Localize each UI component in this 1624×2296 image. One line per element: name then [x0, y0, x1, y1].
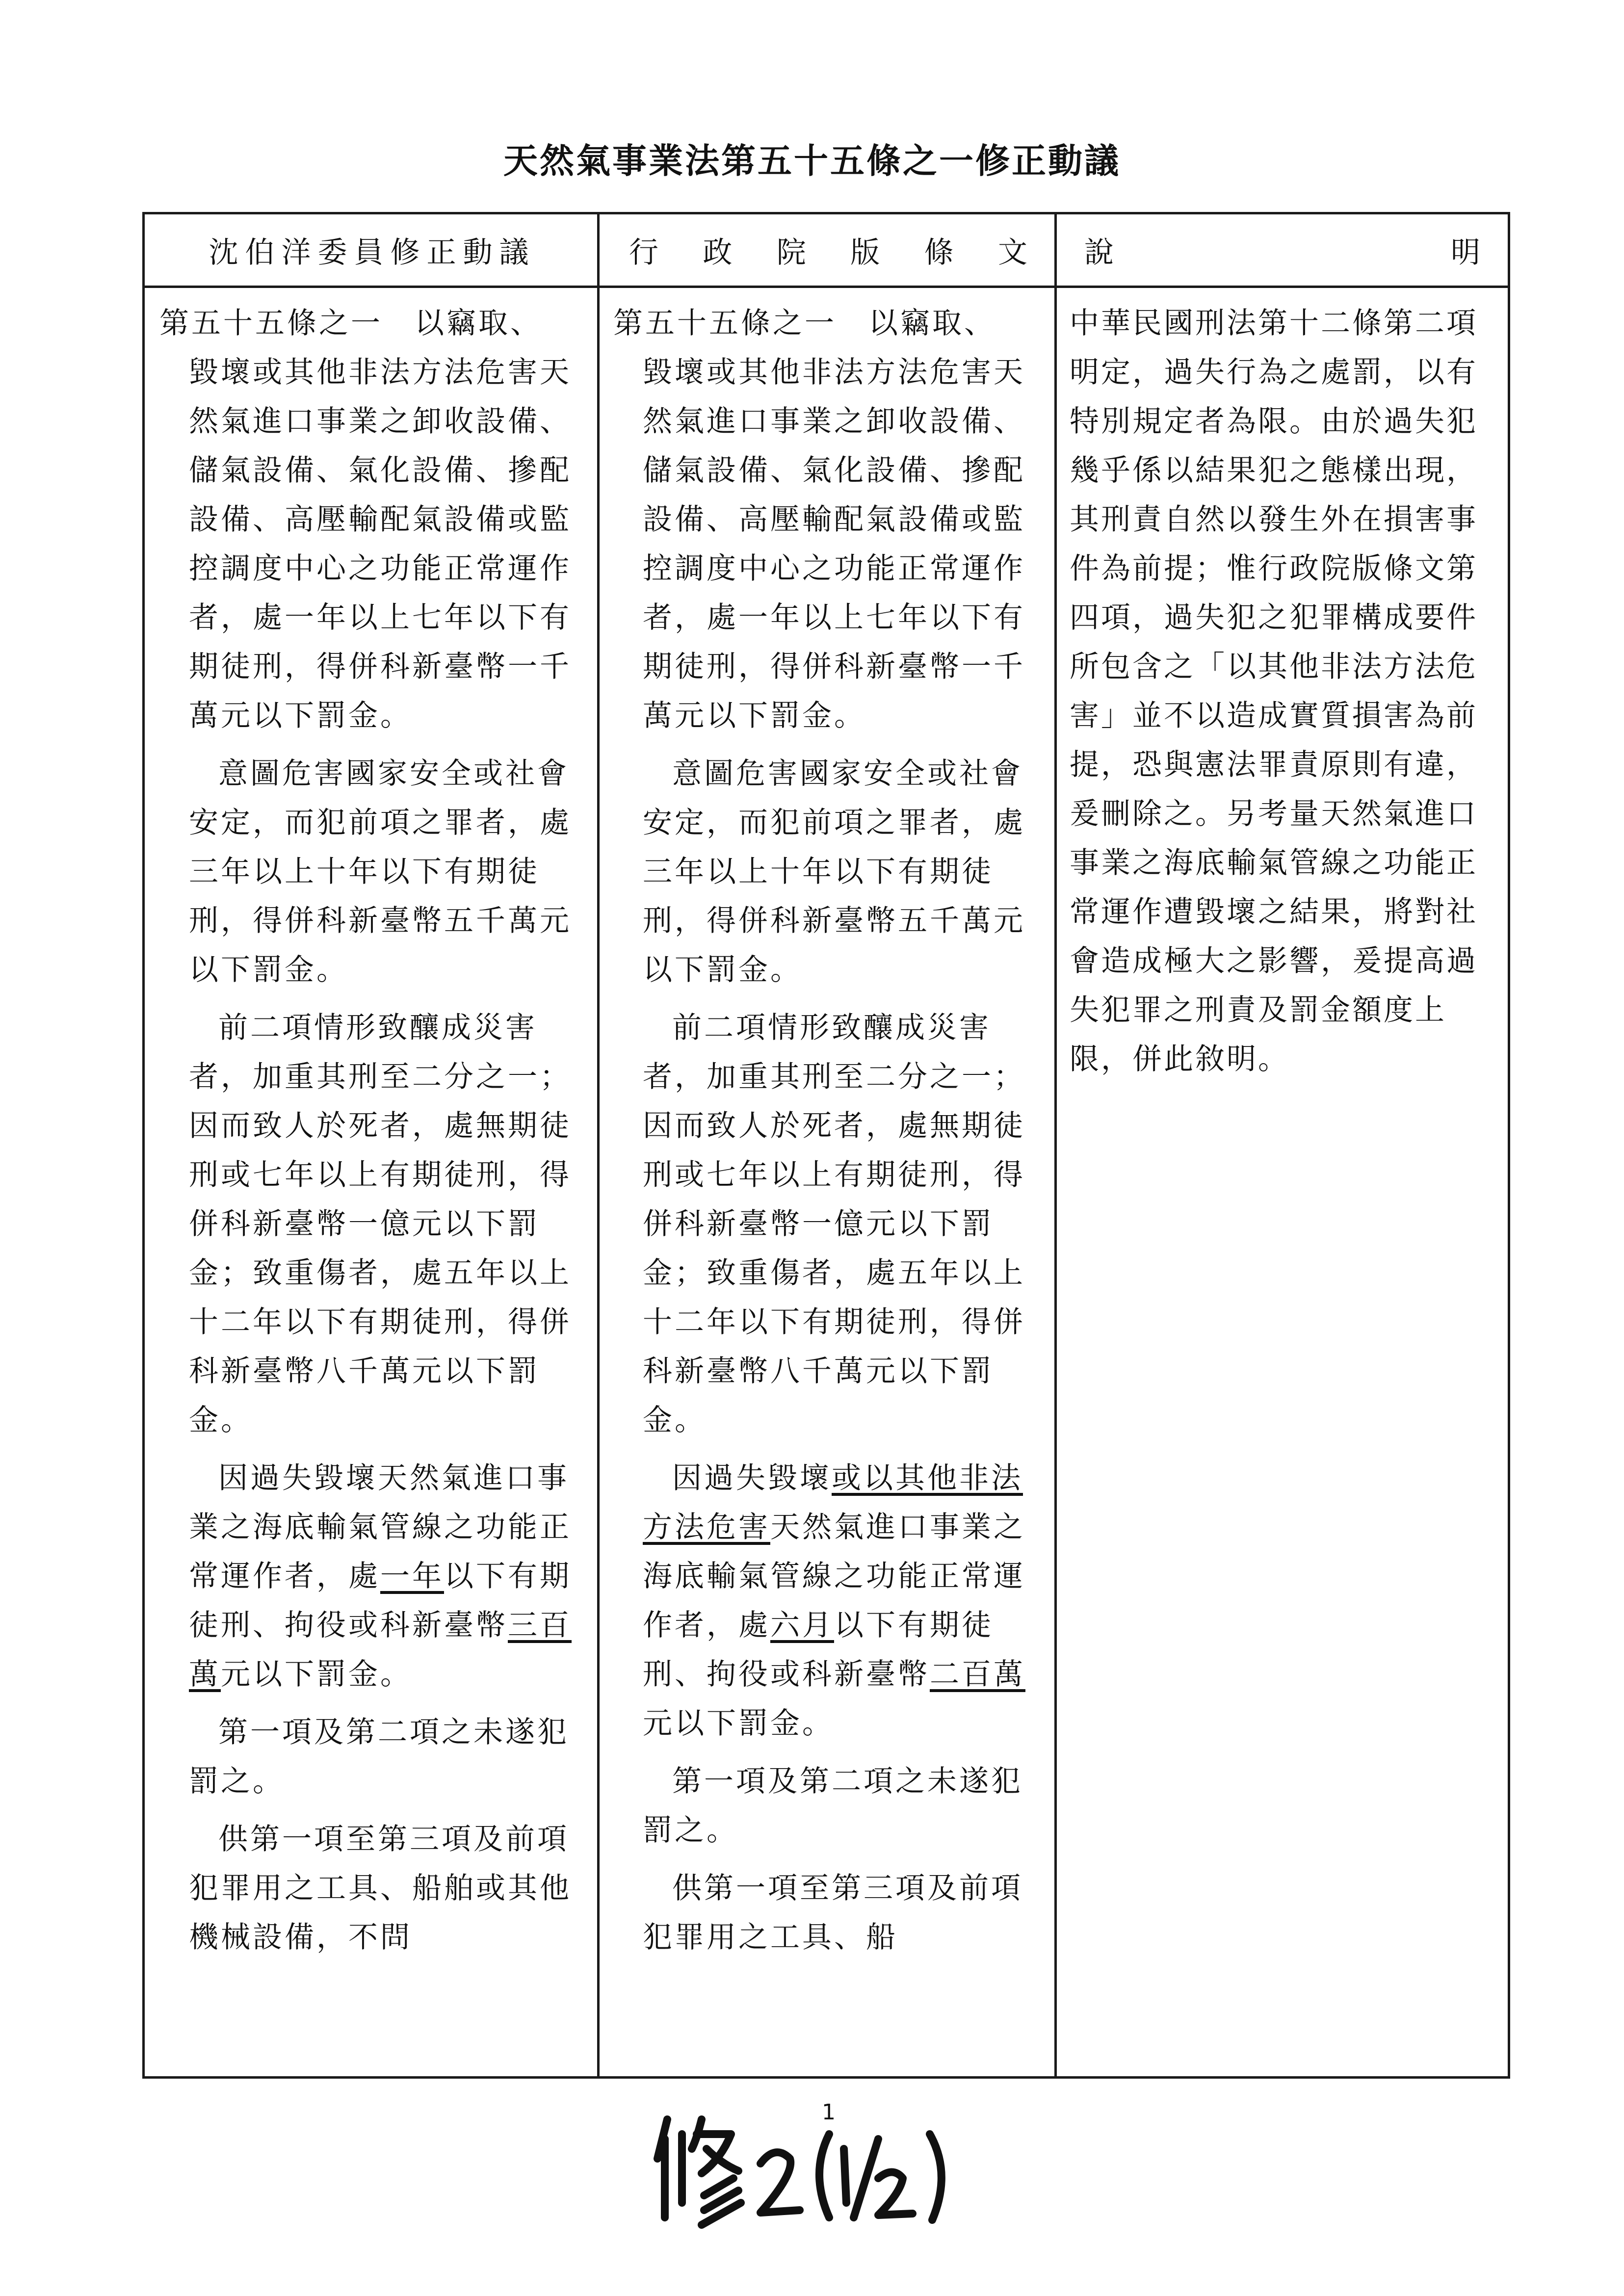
- article-paragraph-1: [613, 299, 1045, 740]
- article-heading: 第五十五條之一 以竊取、: [613, 306, 996, 340]
- amended-text: 二百萬: [930, 1657, 1025, 1692]
- motion-column: [159, 299, 591, 1962]
- column-divider: [1054, 214, 1057, 2076]
- article-paragraph-3: 前二項情形致釀成災害者，加重其刑至二分之一；因而致人於死者，處無期徒刑或七年以上有期徒刑，得併科新臺幣一億元以下罰金；致重傷者，處五年以上十二年以下有期徒刑，得併科新臺幣八千萬元以下罰金。: [643, 1011, 1025, 1437]
- header-explanation: [1057, 214, 1508, 286]
- text-run: 因過失毀壞: [672, 1461, 832, 1495]
- table-header-row: [145, 214, 1508, 288]
- executive-yuan-column: [613, 299, 1045, 1962]
- text-run: 天然氣進口事業之海底輸氣管線之功能正常運作者，處: [643, 1510, 1025, 1643]
- text-run: 元以下罰金。: [643, 1706, 834, 1741]
- page-number: 1: [822, 2100, 836, 2125]
- article-paragraph-4: [613, 1454, 1045, 1748]
- header-char: 說: [1084, 235, 1114, 270]
- column-divider: [597, 214, 600, 2076]
- explanation-text: 中華民國刑法第十二條第二項明定，過失行為之處罰，以有特別規定者為限。由於過失犯幾乎係以結果犯之態樣出現，其刑責自然以發生外在損害事件為前提；惟行政院版條文第四項，過失犯之犯罪構成要件所包含之「以其他非法方法危害」並不以造成實質損害為前提，恐與憲法罪責原則有違，爰刪除之。另考量天然氣進口事業之海底輸氣管線之功能正常運作遭毀壞之結果，將對社會造成極大之影響，爰提高過失犯罪之刑責及罰金額度上限，併此敘明。: [1070, 306, 1478, 1076]
- article-paragraph-3: 前二項情形致釀成災害者，加重其刑至二分之一；因而致人於死者，處無期徒刑或七年以上有期徒刑，得併科新臺幣一億元以下罰金；致重傷者，處五年以上十二年以下有期徒刑，得併科新臺幣八千萬元以下罰金。: [189, 1011, 572, 1437]
- explanation-column: [1070, 299, 1496, 1084]
- header-char: 院: [776, 235, 806, 270]
- article-paragraph-4: [159, 1454, 591, 1699]
- text-run: 以下有期徒刑、拘役或科新臺幣: [189, 1559, 572, 1643]
- text-run: 因過失毀壞天然氣進口事業之海底輸氣管線之功能正常運作者，處: [189, 1461, 572, 1593]
- article-heading: 第五十五條之一 以竊取、: [159, 306, 542, 340]
- header-char: 政: [703, 235, 733, 270]
- amended-text: 六月: [770, 1608, 834, 1643]
- handwritten-mark: [648, 2105, 981, 2232]
- article-paragraph-6: 供第一項至第三項及前項犯罪用之工具、船: [643, 1871, 1023, 1955]
- amended-text: 一年: [380, 1559, 444, 1593]
- article-paragraph-2: 意圖危害國家安全或社會安定，而犯前項之罪者，處三年以上十年以下有期徒刑，得併科新臺幣五千萬元以下罰金。: [643, 757, 1025, 987]
- header-executive-yuan-version: [600, 214, 1057, 286]
- header-char: 明: [1451, 235, 1480, 270]
- header-char: 文: [997, 235, 1027, 270]
- header-char: 行: [629, 235, 658, 270]
- article-paragraph-1: [159, 299, 591, 740]
- header-char: 版: [850, 235, 880, 270]
- text-run: 元以下罰金。: [221, 1657, 412, 1692]
- amended-text: 三百萬: [189, 1608, 572, 1692]
- article-paragraph-6: 供第一項至第三項及前項犯罪用之工具、船舶或其他機械設備，不問: [189, 1822, 572, 1955]
- amended-text: 或以其他非法方法危害: [643, 1461, 1023, 1544]
- article-body: 毀壞或其他非法方法危害天然氣進口事業之卸收設備、儲氣設備、氣化設備、摻配設備、高壓輸配氣設備或監控調度中心之功能正常運作者，處一年以上七年以下有期徒刑，得併科新臺幣一千萬元以下罰金。: [643, 355, 1025, 733]
- comparison-table: [142, 212, 1510, 2079]
- article-paragraph-2: 意圖危害國家安全或社會安定，而犯前項之罪者，處三年以上十年以下有期徒刑，得併科新臺幣五千萬元以下罰金。: [189, 757, 572, 987]
- header-motion: 沈伯洋委員修正動議: [209, 235, 536, 270]
- text-run: 以下有期徒刑、拘役或科新臺幣: [643, 1608, 994, 1692]
- article-paragraph-5: 第一項及第二項之未遂犯罰之。: [643, 1764, 1023, 1848]
- header-char: 條: [924, 235, 954, 270]
- article-body: 毀壞或其他非法方法危害天然氣進口事業之卸收設備、儲氣設備、氣化設備、摻配設備、高壓輸配氣設備或監控調度中心之功能正常運作者，處一年以上七年以下有期徒刑，得併科新臺幣一千萬元以下罰金。: [189, 355, 572, 733]
- document-title: 天然氣事業法第五十五條之一修正動議: [503, 140, 1121, 181]
- article-paragraph-5: 第一項及第二項之未遂犯罰之。: [189, 1715, 569, 1799]
